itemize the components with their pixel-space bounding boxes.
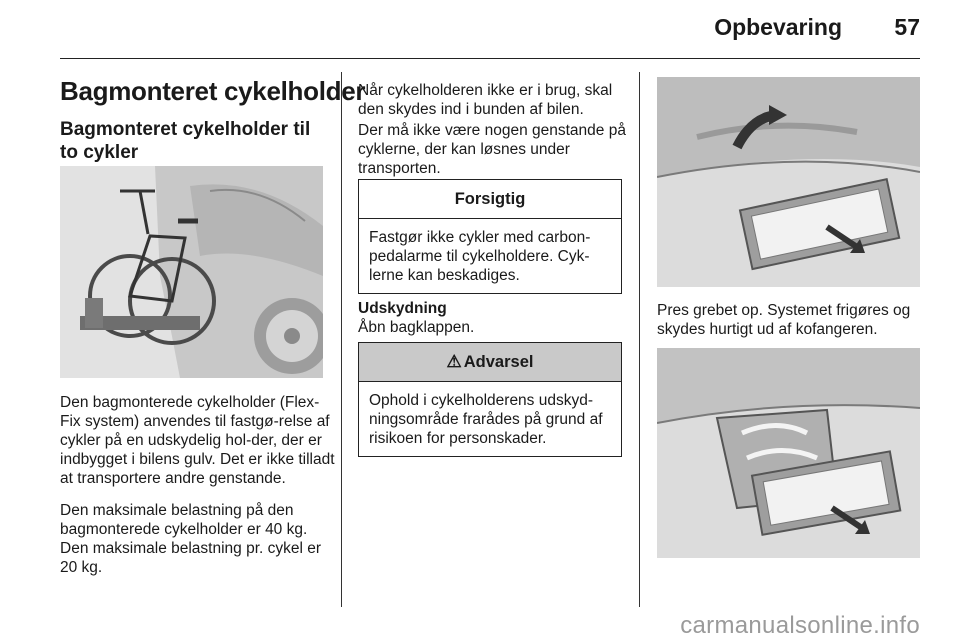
bike-carrier-illustration [60,166,323,378]
main-heading: Bagmonteret cykelholder [60,76,366,106]
lever-release-illustration [657,77,920,287]
page-header [0,0,960,60]
caution-text: Fastgør ikke cykler med carbon-pedalarme til cykelholdere. Cyk-lerne kan beskadiges. [369,229,591,284]
warning-triangle-icon: ⚠ [446,352,462,371]
sub-heading: Bagmonteret cykelholder til to cykler [60,119,311,163]
warning-box [358,342,622,457]
section-title: Opbevaring [714,14,842,40]
open-tailgate-step: Åbn bagklappen. [358,319,475,336]
warning-header [359,343,621,382]
lever-caption: Pres grebet op. Systemet frigøres og skydes hurtigt ud af kofangeren. [657,302,911,338]
header-rule [60,58,920,59]
extend-subheading: Udskydning [358,300,447,317]
page-number: 57 [894,14,920,40]
warning-title: Advarsel [463,352,534,371]
loose-items-paragraph: Der må ikke være nogen genstande på cyklerne, der kan løsnes under transporten. [358,122,626,177]
column-divider-1 [341,72,342,607]
watermark: carmanualsonline.info [680,612,920,639]
intro-paragraph: Den bagmonterede cykelholder (Flex-Fix system) anvendes til fastgø-relse af cykler på en udskydelig hol-der, der er indbygget i bilens gulv. Det er ikke tilladt at transportere andre genstande. [60,394,335,487]
caution-box [358,179,622,294]
stow-paragraph: Når cykelholderen ikke er i brug, skal den skydes ind i bunden af bilen. [358,82,613,118]
column-divider-2 [639,72,640,607]
extend-section [358,299,628,337]
carrier-extended-illustration [657,348,920,558]
warning-text: Ophold i cykelholderens udskyd-ningsområde frarådes på grund af risikoen for personskader. [369,392,603,447]
load-paragraph: Den maksimale belastning på den bagmonterede cykelholder er 40 kg. Den maksimale belastning pr. cykel er 20 kg. [60,502,322,576]
caution-title: Forsigtig [359,180,621,219]
